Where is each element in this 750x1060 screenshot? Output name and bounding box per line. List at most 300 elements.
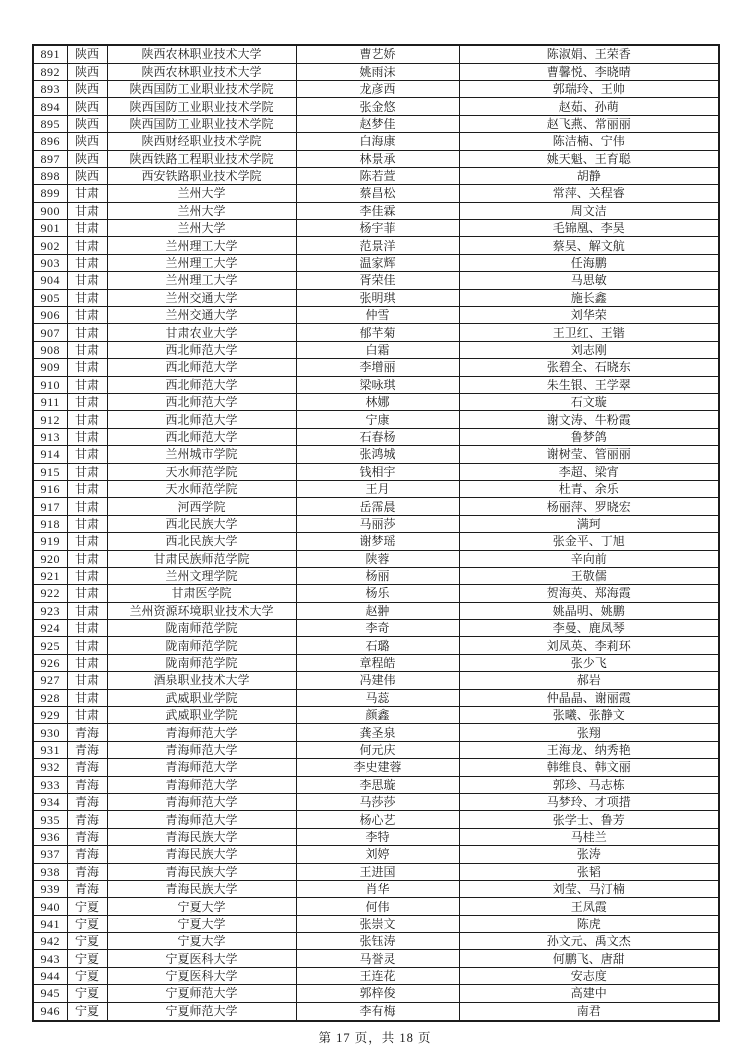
cell-province: 宁夏 — [67, 898, 107, 915]
cell-school: 西北师范大学 — [107, 341, 296, 358]
table-row — [33, 515, 719, 532]
cell-province: 陕西 — [67, 45, 107, 63]
table-row — [33, 707, 719, 724]
cell-school: 兰州理工大学 — [107, 272, 296, 289]
cell-school: 兰州交通大学 — [107, 289, 296, 306]
cell-student-name: 张明琪 — [296, 289, 459, 306]
cell-province: 青海 — [67, 880, 107, 897]
cell-number: 935 — [33, 811, 67, 828]
cell-advisors: 郭瑞玲、王帅 — [459, 80, 719, 97]
cell-student-name: 林娜 — [296, 393, 459, 410]
cell-student-name: 李史建蓉 — [296, 759, 459, 776]
cell-province: 宁夏 — [67, 985, 107, 1002]
cell-number: 924 — [33, 620, 67, 637]
table-row — [33, 933, 719, 950]
cell-advisors: 贺海英、郑海霞 — [459, 585, 719, 602]
cell-number: 896 — [33, 133, 67, 150]
table-row — [33, 463, 719, 480]
table-row — [33, 498, 719, 515]
roster-table — [32, 44, 720, 1022]
table-row — [33, 654, 719, 671]
cell-advisors: 曹馨悦、李晓晴 — [459, 63, 719, 80]
cell-number: 927 — [33, 672, 67, 689]
cell-number: 937 — [33, 846, 67, 863]
cell-advisors: 王卫红、王锴 — [459, 324, 719, 341]
cell-school: 青海民族大学 — [107, 863, 296, 880]
cell-school: 宁夏大学 — [107, 898, 296, 915]
cell-number: 891 — [33, 45, 67, 63]
cell-province: 宁夏 — [67, 950, 107, 967]
table-row — [33, 550, 719, 567]
cell-school: 陇南师范学院 — [107, 637, 296, 654]
cell-advisors: 赵茹、孙萌 — [459, 98, 719, 115]
cell-advisors: 陈虎 — [459, 915, 719, 932]
cell-school: 宁夏医科大学 — [107, 950, 296, 967]
cell-advisors: 王海龙、纳秀艳 — [459, 741, 719, 758]
cell-number: 932 — [33, 759, 67, 776]
cell-school: 甘肃医学院 — [107, 585, 296, 602]
cell-school: 陕西财经职业技术学院 — [107, 133, 296, 150]
table-row — [33, 759, 719, 776]
table-row — [33, 950, 719, 967]
cell-advisors: 刘凤英、李莉环 — [459, 637, 719, 654]
table-row — [33, 446, 719, 463]
cell-student-name: 梁咏琪 — [296, 376, 459, 393]
cell-school: 兰州资源环境职业技术大学 — [107, 602, 296, 619]
table-row — [33, 202, 719, 219]
cell-province: 陕西 — [67, 98, 107, 115]
cell-number: 902 — [33, 237, 67, 254]
cell-advisors: 王凤霞 — [459, 898, 719, 915]
table-row — [33, 567, 719, 584]
cell-student-name: 石春杨 — [296, 428, 459, 445]
cell-student-name: 李佳霖 — [296, 202, 459, 219]
cell-number: 893 — [33, 80, 67, 97]
cell-advisors: 陈洁楠、宁伟 — [459, 133, 719, 150]
table-row — [33, 115, 719, 132]
cell-number: 898 — [33, 167, 67, 184]
table-row — [33, 98, 719, 115]
table-row — [33, 689, 719, 706]
cell-number: 897 — [33, 150, 67, 167]
cell-province: 陕西 — [67, 133, 107, 150]
table-row — [33, 411, 719, 428]
cell-student-name: 李有梅 — [296, 1002, 459, 1021]
cell-advisors: 刘志刚 — [459, 341, 719, 358]
cell-school: 酒泉职业技术大学 — [107, 672, 296, 689]
cell-school: 陇南师范学院 — [107, 620, 296, 637]
table-row — [33, 324, 719, 341]
cell-student-name: 王连花 — [296, 967, 459, 984]
cell-number: 941 — [33, 915, 67, 932]
cell-province: 甘肃 — [67, 376, 107, 393]
cell-number: 931 — [33, 741, 67, 758]
cell-student-name: 范景洋 — [296, 237, 459, 254]
cell-province: 甘肃 — [67, 393, 107, 410]
cell-province: 青海 — [67, 793, 107, 810]
cell-number: 892 — [33, 63, 67, 80]
cell-province: 甘肃 — [67, 185, 107, 202]
cell-school: 西北师范大学 — [107, 359, 296, 376]
table-row — [33, 133, 719, 150]
cell-advisors: 马梦玲、才项措 — [459, 793, 719, 810]
cell-student-name: 杨丽 — [296, 567, 459, 584]
cell-number: 930 — [33, 724, 67, 741]
cell-number: 904 — [33, 272, 67, 289]
table-row — [33, 985, 719, 1002]
cell-number: 919 — [33, 533, 67, 550]
cell-advisors: 满珂 — [459, 515, 719, 532]
cell-advisors: 任海鹏 — [459, 254, 719, 271]
cell-province: 陕西 — [67, 80, 107, 97]
cell-student-name: 岳霈晨 — [296, 498, 459, 515]
cell-student-name: 仲雪 — [296, 307, 459, 324]
cell-student-name: 谢梦瑶 — [296, 533, 459, 550]
cell-student-name: 曹艺娇 — [296, 45, 459, 63]
cell-student-name: 张崇文 — [296, 915, 459, 932]
cell-province: 青海 — [67, 811, 107, 828]
cell-advisors: 施长鑫 — [459, 289, 719, 306]
cell-student-name: 白海康 — [296, 133, 459, 150]
table-row — [33, 724, 719, 741]
cell-number: 895 — [33, 115, 67, 132]
cell-advisors: 刘莹、马汀楠 — [459, 880, 719, 897]
table-row — [33, 45, 719, 63]
table-row — [33, 898, 719, 915]
cell-province: 青海 — [67, 776, 107, 793]
cell-school: 青海师范大学 — [107, 724, 296, 741]
cell-province: 甘肃 — [67, 585, 107, 602]
cell-number: 903 — [33, 254, 67, 271]
table-row — [33, 393, 719, 410]
cell-school: 河西学院 — [107, 498, 296, 515]
cell-province: 甘肃 — [67, 341, 107, 358]
cell-number: 938 — [33, 863, 67, 880]
table-row — [33, 1002, 719, 1021]
table-row — [33, 185, 719, 202]
cell-province: 青海 — [67, 741, 107, 758]
cell-school: 西北民族大学 — [107, 515, 296, 532]
cell-province: 甘肃 — [67, 220, 107, 237]
cell-province: 陕西 — [67, 115, 107, 132]
cell-number: 901 — [33, 220, 67, 237]
cell-school: 兰州大学 — [107, 220, 296, 237]
cell-school: 陕西国防工业职业技术学院 — [107, 98, 296, 115]
cell-school: 西北师范大学 — [107, 411, 296, 428]
cell-advisors: 张金平、丁旭 — [459, 533, 719, 550]
cell-province: 陕西 — [67, 150, 107, 167]
cell-advisors: 张涛 — [459, 846, 719, 863]
cell-advisors: 张碧全、石晓东 — [459, 359, 719, 376]
cell-number: 920 — [33, 550, 67, 567]
cell-student-name: 马誉灵 — [296, 950, 459, 967]
cell-student-name: 赵翀 — [296, 602, 459, 619]
table-row — [33, 793, 719, 810]
cell-school: 青海民族大学 — [107, 828, 296, 845]
cell-advisors: 张曦、张静文 — [459, 707, 719, 724]
cell-school: 兰州理工大学 — [107, 237, 296, 254]
cell-province: 甘肃 — [67, 672, 107, 689]
cell-student-name: 王进国 — [296, 863, 459, 880]
cell-province: 甘肃 — [67, 359, 107, 376]
cell-school: 陇南师范学院 — [107, 654, 296, 671]
cell-student-name: 肖华 — [296, 880, 459, 897]
cell-advisors: 张韬 — [459, 863, 719, 880]
cell-province: 甘肃 — [67, 654, 107, 671]
cell-student-name: 马莎莎 — [296, 793, 459, 810]
cell-province: 宁夏 — [67, 1002, 107, 1021]
cell-school: 天水师范学院 — [107, 463, 296, 480]
table-row — [33, 289, 719, 306]
cell-school: 青海师范大学 — [107, 811, 296, 828]
table-row — [33, 637, 719, 654]
cell-number: 921 — [33, 567, 67, 584]
cell-advisors: 赵飞燕、常丽丽 — [459, 115, 719, 132]
cell-school: 青海民族大学 — [107, 846, 296, 863]
cell-advisors: 蔡昊、解文航 — [459, 237, 719, 254]
table-row — [33, 811, 719, 828]
cell-number: 940 — [33, 898, 67, 915]
cell-student-name: 郁芊菊 — [296, 324, 459, 341]
cell-student-name: 何元庆 — [296, 741, 459, 758]
cell-student-name: 李思璇 — [296, 776, 459, 793]
cell-number: 894 — [33, 98, 67, 115]
cell-student-name: 王月 — [296, 480, 459, 497]
cell-province: 甘肃 — [67, 324, 107, 341]
cell-school: 甘肃民族师范学院 — [107, 550, 296, 567]
cell-province: 甘肃 — [67, 620, 107, 637]
cell-number: 925 — [33, 637, 67, 654]
cell-advisors: 毛锦凰、李昊 — [459, 220, 719, 237]
table-row — [33, 602, 719, 619]
cell-advisors: 鲁梦鸽 — [459, 428, 719, 445]
cell-school: 陕西国防工业职业技术学院 — [107, 80, 296, 97]
cell-province: 甘肃 — [67, 602, 107, 619]
table-row — [33, 480, 719, 497]
table-row — [33, 150, 719, 167]
cell-province: 甘肃 — [67, 446, 107, 463]
table-row — [33, 828, 719, 845]
cell-school: 陕西国防工业职业技术学院 — [107, 115, 296, 132]
cell-student-name: 杨心艺 — [296, 811, 459, 828]
cell-advisors: 谢文涛、牛粉霞 — [459, 411, 719, 428]
cell-advisors: 安志度 — [459, 967, 719, 984]
cell-student-name: 李增丽 — [296, 359, 459, 376]
cell-advisors: 南君 — [459, 1002, 719, 1021]
cell-province: 青海 — [67, 724, 107, 741]
cell-school: 兰州交通大学 — [107, 307, 296, 324]
cell-student-name: 宁康 — [296, 411, 459, 428]
cell-school: 陕西农林职业技术大学 — [107, 45, 296, 63]
cell-advisors: 杜青、余乐 — [459, 480, 719, 497]
table-row — [33, 80, 719, 97]
table-row — [33, 359, 719, 376]
cell-advisors: 张翔 — [459, 724, 719, 741]
cell-student-name: 陈若萱 — [296, 167, 459, 184]
cell-number: 907 — [33, 324, 67, 341]
cell-student-name: 李特 — [296, 828, 459, 845]
cell-number: 926 — [33, 654, 67, 671]
table-row — [33, 915, 719, 932]
table-row — [33, 672, 719, 689]
cell-student-name: 张鸿城 — [296, 446, 459, 463]
cell-school: 青海民族大学 — [107, 880, 296, 897]
cell-number: 929 — [33, 707, 67, 724]
cell-advisors: 马桂兰 — [459, 828, 719, 845]
cell-student-name: 姚雨沫 — [296, 63, 459, 80]
cell-advisors: 仲晶晶、谢丽霞 — [459, 689, 719, 706]
cell-student-name: 杨乐 — [296, 585, 459, 602]
cell-school: 青海师范大学 — [107, 776, 296, 793]
cell-province: 甘肃 — [67, 567, 107, 584]
cell-advisors: 辛向前 — [459, 550, 719, 567]
table-row — [33, 254, 719, 271]
table-row — [33, 341, 719, 358]
cell-advisors: 姚晶明、姚鹏 — [459, 602, 719, 619]
table-row — [33, 376, 719, 393]
cell-advisors: 李超、梁宵 — [459, 463, 719, 480]
cell-number: 916 — [33, 480, 67, 497]
cell-number: 900 — [33, 202, 67, 219]
cell-number: 899 — [33, 185, 67, 202]
cell-student-name: 李奇 — [296, 620, 459, 637]
cell-school: 甘肃农业大学 — [107, 324, 296, 341]
cell-province: 甘肃 — [67, 272, 107, 289]
cell-advisors: 张学士、鲁芳 — [459, 811, 719, 828]
cell-advisors: 杨丽萍、罗晓宏 — [459, 498, 719, 515]
cell-student-name: 杨宇菲 — [296, 220, 459, 237]
cell-school: 西北民族大学 — [107, 533, 296, 550]
cell-school: 西北师范大学 — [107, 393, 296, 410]
cell-province: 青海 — [67, 863, 107, 880]
cell-number: 910 — [33, 376, 67, 393]
cell-province: 甘肃 — [67, 428, 107, 445]
cell-province: 甘肃 — [67, 202, 107, 219]
table-row — [33, 776, 719, 793]
cell-school: 武威职业学院 — [107, 689, 296, 706]
cell-number: 934 — [33, 793, 67, 810]
cell-number: 923 — [33, 602, 67, 619]
cell-province: 甘肃 — [67, 237, 107, 254]
cell-number: 928 — [33, 689, 67, 706]
cell-province: 甘肃 — [67, 411, 107, 428]
table-row — [33, 620, 719, 637]
table-row — [33, 741, 719, 758]
cell-advisors: 高建中 — [459, 985, 719, 1002]
cell-school: 兰州理工大学 — [107, 254, 296, 271]
cell-advisors: 韩维良、韩文丽 — [459, 759, 719, 776]
cell-student-name: 林景承 — [296, 150, 459, 167]
cell-advisors: 马思敏 — [459, 272, 719, 289]
cell-school: 兰州大学 — [107, 202, 296, 219]
cell-student-name: 赵梦佳 — [296, 115, 459, 132]
cell-school: 陕西农林职业技术大学 — [107, 63, 296, 80]
cell-advisors: 常萍、关程睿 — [459, 185, 719, 202]
cell-student-name: 龙彦西 — [296, 80, 459, 97]
cell-student-name: 颜鑫 — [296, 707, 459, 724]
cell-student-name: 石璐 — [296, 637, 459, 654]
cell-number: 911 — [33, 393, 67, 410]
page-number-footer: 第 17 页，共 18 页 — [318, 1031, 432, 1045]
cell-advisors: 王敬儒 — [459, 567, 719, 584]
cell-advisors: 姚天魁、王育聪 — [459, 150, 719, 167]
cell-number: 912 — [33, 411, 67, 428]
cell-advisors: 张少飞 — [459, 654, 719, 671]
cell-school: 宁夏医科大学 — [107, 967, 296, 984]
cell-school: 武威职业学院 — [107, 707, 296, 724]
table-row — [33, 428, 719, 445]
cell-school: 宁夏大学 — [107, 915, 296, 932]
table-row — [33, 237, 719, 254]
cell-number: 913 — [33, 428, 67, 445]
cell-province: 宁夏 — [67, 967, 107, 984]
cell-school: 青海师范大学 — [107, 793, 296, 810]
table-row — [33, 533, 719, 550]
cell-number: 905 — [33, 289, 67, 306]
cell-advisors: 郭珍、马志栋 — [459, 776, 719, 793]
table-row — [33, 846, 719, 863]
table-row — [33, 63, 719, 80]
cell-province: 青海 — [67, 759, 107, 776]
cell-school: 西北师范大学 — [107, 376, 296, 393]
cell-number: 918 — [33, 515, 67, 532]
cell-province: 甘肃 — [67, 550, 107, 567]
table-row — [33, 585, 719, 602]
table-row — [33, 272, 719, 289]
cell-province: 甘肃 — [67, 480, 107, 497]
cell-province: 宁夏 — [67, 933, 107, 950]
cell-province: 甘肃 — [67, 533, 107, 550]
cell-number: 939 — [33, 880, 67, 897]
cell-province: 甘肃 — [67, 254, 107, 271]
cell-number: 936 — [33, 828, 67, 845]
cell-number: 942 — [33, 933, 67, 950]
cell-number: 933 — [33, 776, 67, 793]
cell-advisors: 刘华荣 — [459, 307, 719, 324]
cell-advisors: 石文璇 — [459, 393, 719, 410]
cell-school: 宁夏大学 — [107, 933, 296, 950]
cell-number: 945 — [33, 985, 67, 1002]
cell-school: 宁夏师范大学 — [107, 1002, 296, 1021]
cell-number: 922 — [33, 585, 67, 602]
cell-province: 陕西 — [67, 63, 107, 80]
cell-province: 甘肃 — [67, 707, 107, 724]
cell-student-name: 张钰涛 — [296, 933, 459, 950]
cell-province: 青海 — [67, 846, 107, 863]
cell-province: 陕西 — [67, 167, 107, 184]
cell-province: 宁夏 — [67, 915, 107, 932]
table-row — [33, 880, 719, 897]
cell-school: 陕西铁路工程职业技术学院 — [107, 150, 296, 167]
cell-province: 青海 — [67, 828, 107, 845]
cell-school: 青海师范大学 — [107, 759, 296, 776]
cell-student-name: 章程皓 — [296, 654, 459, 671]
cell-student-name: 马丽莎 — [296, 515, 459, 532]
cell-number: 914 — [33, 446, 67, 463]
cell-number: 906 — [33, 307, 67, 324]
cell-student-name: 张金悠 — [296, 98, 459, 115]
cell-province: 甘肃 — [67, 637, 107, 654]
cell-number: 915 — [33, 463, 67, 480]
cell-province: 甘肃 — [67, 689, 107, 706]
cell-number: 909 — [33, 359, 67, 376]
cell-advisors: 陈淑娟、王荣香 — [459, 45, 719, 63]
cell-school: 天水师范学院 — [107, 480, 296, 497]
cell-school: 兰州大学 — [107, 185, 296, 202]
cell-number: 946 — [33, 1002, 67, 1021]
cell-number: 943 — [33, 950, 67, 967]
cell-student-name: 马蕊 — [296, 689, 459, 706]
